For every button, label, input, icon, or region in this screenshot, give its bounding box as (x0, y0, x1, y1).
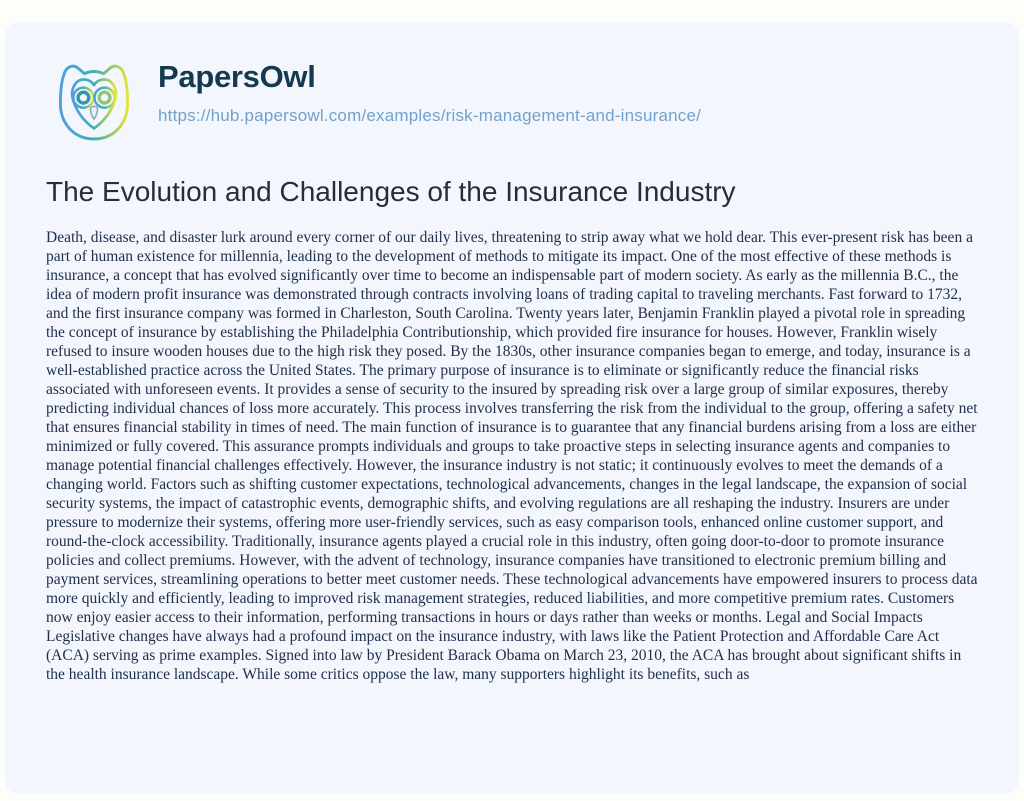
article-body-text: Death, disease, and disaster lurk around every corner of our daily lives, threatening to strip away what we hold dear. This ever-present risk has been a part of human existence for millennia, leading to the development of methods to mitigate its impact. One of the most effective of these methods is insurance, a concept that has evolved significantly over time to become an indispensable part of modern society. As early as the millennia B.C., the idea of modern profit insurance was demonstrated through contracts involving loans of trading capital to traveling merchants. Fast forward to 1732, and the first insurance company was formed in Charleston, South Carolina. Twenty years later, Benjamin Franklin played a pivotal role in spreading the concept of insurance by establishing the Philadelphia Contributionship, which provided fire insurance for houses. However, Franklin wisely refused to insure wooden houses due to the high risk they posed. By the 1830s, other insurance companies began to emerge, and today, insurance is a well-established practice across the United States. The primary purpose of insurance is to eliminate or significantly reduce the financial risks associated with unforeseen events. It provides a sense of security to the insured by spreading risk over a large group of similar exposures, thereby predicting individual chances of loss more accurately. This process involves transferring the risk from the individual to the group, offering a safety net that ensures financial stability in times of need. The main function of insurance is to guarantee that any financial burdens arising from a loss are either minimized or fully covered. This assurance prompts individuals and groups to take proactive steps in selecting insurance agents and companies to manage potential financial challenges effectively. However, the insurance industry is not static; it continuously evolves to meet the demands of a changing world. Factors such as shifting customer expectations, technological advancements, changes in the legal landscape, the expansion of social security systems, the impact of catastrophic events, demographic shifts, and evolving regulations are all reshaping the industry. Insurers are under pressure to modernize their systems, offering more user-friendly services, such as easy comparison tools, enhanced online customer support, and round-the-clock accessibility. Traditionally, insurance agents played a crucial role in this industry, often going door-to-door to promote insurance policies and collect premiums. However, with the advent of technology, insurance companies have transitioned to electronic premium billing and payment services, streamlining operations to better meet customer needs. These technological advancements have empowered insurers to process data more quickly and efficiently, leading to improved risk management strategies, reduced liabilities, and more competitive premium rates. Customers now enjoy easier access to their information, performing transactions in hours or days rather than weeks or months. Legal and Social Impacts Legislative changes have always had a profound impact on the insurance industry, with laws like the Patient Protection and Affordable Care Act (ACA) serving as prime examples. Signed into law by President Barack Obama on March 23, 2010, the ACA has brought about significant shifts in the health insurance landscape. While some critics oppose the law, many supporters highlight its benefits, such as (46, 229, 978, 683)
document-preview-card (5, 22, 1019, 794)
brand-block (158, 53, 701, 126)
brand-name: PapersOwl (158, 59, 316, 94)
papersowl-owl-logo-icon (46, 53, 142, 150)
source-url-link[interactable]: https://hub.papersowl.com/examples/risk-management-and-insurance/ (158, 106, 702, 126)
article-title: The Evolution and Challenges of the Insurance Industry (46, 176, 736, 207)
header (46, 53, 1019, 150)
